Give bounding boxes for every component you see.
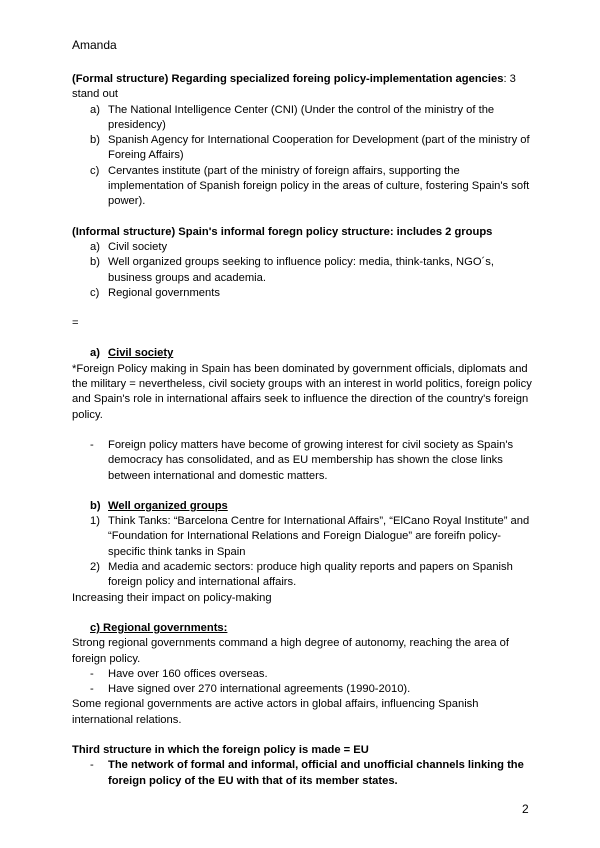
spacer bbox=[72, 331, 534, 346]
list-marker: b) bbox=[90, 256, 100, 269]
list-item bbox=[72, 164, 534, 210]
list-item bbox=[72, 667, 534, 682]
list-item-text: Well organized groups seeking to influence policy: media, think-tanks, NGO´s, business groups and academia. bbox=[108, 256, 494, 284]
page-header-author: Amanda bbox=[72, 38, 117, 52]
page-number: 2 bbox=[522, 802, 529, 816]
spacer bbox=[72, 423, 534, 438]
list-item-text: Cervantes institute (part of the ministry of foreign affairs, supporting the implementation of Spanish foreign policy in the areas of culture, fostering Spain's soft power). bbox=[108, 164, 530, 208]
well-organized-heading bbox=[72, 499, 534, 514]
spacer bbox=[72, 606, 534, 621]
informal-heading-bold: (Informal structure) Spain's informal foregn policy structure: includes 2 groups bbox=[72, 225, 493, 238]
list-item-text: Think Tanks: “Barcelona Centre for International Affairs”, “ElCano Royal Institute” and “Foundation for International Relations and Foreign Dialogue” are foreifn policy-specific think tanks in Spain bbox=[108, 515, 530, 558]
civil-society-heading bbox=[72, 346, 534, 361]
list-item-text: The National Intelligence Center (CNI) (Under the control of the ministry of the presidency) bbox=[108, 103, 495, 131]
list-item-text: Spanish Agency for International Cooperation for Development (part of the ministry of Foreing Affairs) bbox=[108, 134, 530, 162]
list-marker: 1) bbox=[90, 515, 100, 528]
list-item-text: Civil society bbox=[108, 240, 168, 253]
list-item bbox=[72, 286, 534, 301]
spacer bbox=[72, 301, 534, 316]
regional-paragraph: Strong regional governments command a high degree of autonomy, reaching the area of foreign policy. bbox=[72, 637, 509, 665]
list-item bbox=[72, 255, 534, 286]
list-item bbox=[72, 682, 534, 697]
list-item bbox=[72, 103, 534, 134]
third-heading-bold: Third structure in which the foreign policy is made = EU bbox=[72, 743, 369, 756]
formal-structure-heading bbox=[72, 72, 534, 87]
list-item-text: Have signed over 270 international agreements (1990-2010). bbox=[108, 683, 411, 696]
list-item bbox=[72, 240, 534, 255]
informal-structure-heading bbox=[72, 225, 534, 240]
formal-heading-suffix: : 3 bbox=[503, 73, 516, 85]
bullet-marker: - bbox=[90, 683, 94, 696]
list-marker: 2) bbox=[90, 561, 100, 574]
third-structure-heading bbox=[72, 743, 534, 758]
well-organized-after: Increasing their impact on policy-making bbox=[72, 591, 272, 604]
formal-agencies-list bbox=[72, 103, 534, 210]
regional-bullets bbox=[72, 667, 534, 698]
formal-heading-bold: (Formal structure) Regarding specialized foreing policy-implementation agencies bbox=[72, 73, 504, 85]
list-item-text: Media and academic sectors: produce high quality reports and papers on Spanish foreign policy and international affairs. bbox=[108, 561, 513, 589]
list-item bbox=[72, 560, 534, 591]
section-marker: a) bbox=[90, 347, 100, 360]
civil-society-title: Civil society bbox=[108, 347, 174, 360]
list-item bbox=[72, 133, 534, 164]
civil-society-paragraph: *Foreign Policy making in Spain has been dominated by government officials, diplomats and the military = nevertheless, civil society groups with an interest in world politics, foreign policy and Spain's role in international affairs seek to influence the direction of the country's foreign policy. bbox=[72, 362, 532, 421]
list-marker: a) bbox=[90, 103, 100, 116]
list-item-text: The network of formal and informal, official and unofficial channels linking the foreign policy of the EU with that of its member states. bbox=[108, 759, 524, 787]
list-item bbox=[72, 758, 534, 789]
bullet-marker: - bbox=[90, 438, 94, 451]
section-marker: b) bbox=[90, 499, 101, 512]
list-marker: b) bbox=[90, 134, 100, 147]
list-marker: c) bbox=[90, 286, 100, 299]
list-marker: c) bbox=[90, 164, 100, 177]
list-marker: a) bbox=[90, 240, 100, 253]
well-organized-list bbox=[72, 514, 534, 590]
spacer bbox=[72, 210, 534, 225]
bullet-marker: - bbox=[90, 759, 94, 772]
informal-groups-list bbox=[72, 240, 534, 301]
list-item bbox=[72, 514, 534, 560]
civil-society-bullets bbox=[72, 438, 534, 484]
list-item-text: Have over 160 offices overseas. bbox=[108, 667, 268, 680]
regional-governments-heading: c) Regional governments: bbox=[90, 621, 228, 634]
list-item-text: Regional governments bbox=[108, 286, 220, 299]
spacer bbox=[72, 728, 534, 743]
well-organized-title: Well organized groups bbox=[108, 499, 228, 512]
list-item bbox=[72, 438, 534, 484]
list-item-text: Foreign policy matters have become of growing interest for civil society as Spain's democracy has consolidated, and as EU membership has shown the close links between international and domestic matters. bbox=[108, 438, 514, 482]
document-body bbox=[72, 72, 534, 789]
bullet-marker: - bbox=[90, 667, 94, 680]
formal-continuation: stand out bbox=[72, 88, 119, 101]
spacer bbox=[72, 484, 534, 499]
equals-line: = bbox=[72, 317, 79, 330]
regional-after: Some regional governments are active actors in global affairs, influencing Spanish international relations. bbox=[72, 698, 479, 726]
third-structure-bullets bbox=[72, 758, 534, 789]
